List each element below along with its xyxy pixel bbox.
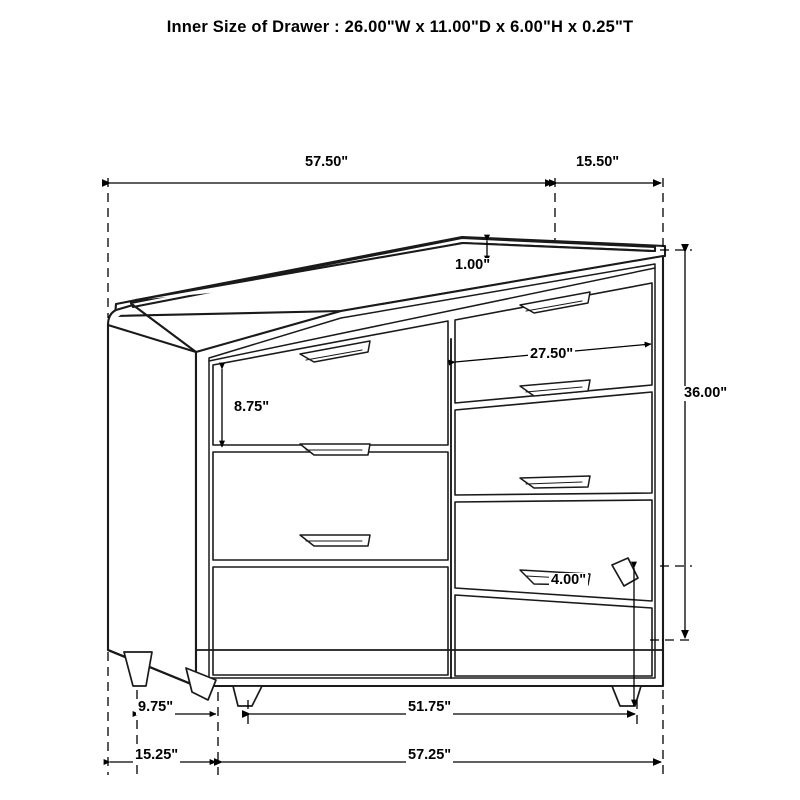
- dimension-label-top-width: 57.50": [305, 154, 349, 170]
- page-title: Inner Size of Drawer : 26.00"W x 11.00"D x 6.00"H x 0.25"T: [166, 18, 634, 36]
- dimension-label-overall-height: 36.00": [684, 385, 728, 401]
- dimension-label-overall-width: 57.25": [408, 747, 452, 763]
- dimension-label-drawer-front-width: 27.50": [530, 346, 574, 362]
- dimension-label-leg-height: 4.00": [551, 572, 587, 588]
- dimension-label-case-body-width: 51.75": [408, 699, 452, 715]
- dimension-label-top-lip-height: 1.00": [455, 257, 491, 273]
- dimension-label-top-depth: 15.50": [576, 154, 620, 170]
- dimension-label-leg-inset: 9.75": [138, 699, 174, 715]
- dimension-label-drawer-height: 8.75": [234, 399, 270, 415]
- dimension-label-base-depth: 15.25": [135, 747, 179, 763]
- dresser-body: [108, 237, 665, 706]
